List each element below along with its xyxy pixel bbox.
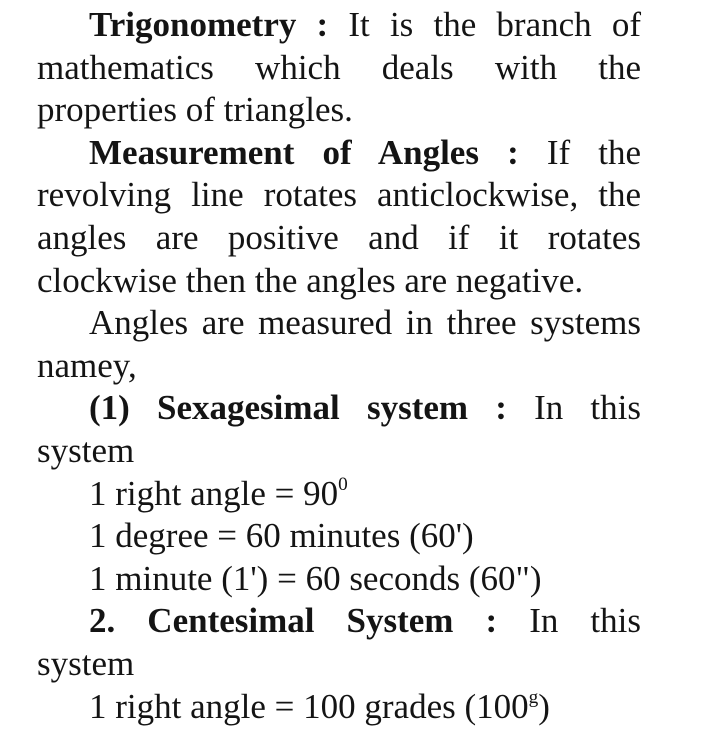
measurement-separator: : — [507, 132, 519, 172]
systems-intro-line-1: Angles are measured in three systems — [89, 303, 641, 343]
centesimal-eq-1-text: 1 right angle = 100 grades (100 — [89, 686, 529, 726]
textbook-page — [37, 4, 641, 728]
measurement-term: Measurement of Angles — [89, 132, 479, 172]
centesimal-heading-text: In this — [529, 601, 641, 641]
sexagesimal-eq-1-text: 1 right angle = 90 — [89, 473, 339, 513]
trig-line-2: mathematics which deals with the — [37, 47, 641, 87]
measurement-line-1 — [37, 132, 641, 175]
systems-intro-line-2: namey, — [37, 345, 137, 385]
trig-line-1 — [37, 4, 641, 47]
sexagesimal-number: (1) — [89, 388, 130, 428]
sexagesimal-eq-right-angle — [37, 473, 641, 516]
trig-line-1-text: It is the branch of — [348, 5, 641, 44]
sexagesimal-line-2: system — [37, 430, 135, 470]
centesimal-eq-1-close: ) — [538, 686, 550, 726]
centesimal-eq-right-angle — [37, 686, 641, 729]
centesimal-heading — [37, 600, 641, 643]
trig-term: Trigonometry — [89, 5, 297, 44]
trig-line-3: properties of triangles. — [37, 90, 353, 130]
centesimal-line-2: system — [37, 643, 135, 683]
centesimal-number: 2. — [89, 601, 116, 641]
measurement-line-2: revolving line rotates anticlockwise, the — [37, 175, 641, 215]
sexagesimal-eq-minute: 1 minute (1') = 60 seconds (60") — [89, 558, 542, 598]
measurement-line-3: angles are positive and if it rotates — [37, 217, 641, 257]
centesimal-separator: : — [485, 601, 498, 641]
degree-superscript: 0 — [338, 474, 348, 496]
sexagesimal-heading — [37, 387, 641, 430]
measurement-line-1-text: If the — [546, 132, 642, 172]
centesimal-term: Centesimal System — [147, 601, 454, 641]
sexagesimal-term: Sexagesimal system — [157, 388, 469, 428]
measurement-line-4: clockwise then the angles are negative. — [37, 260, 584, 300]
sexagesimal-heading-text: In this — [534, 388, 641, 428]
grade-superscript: g — [528, 687, 539, 709]
sexagesimal-separator: : — [495, 388, 507, 428]
sexagesimal-eq-degree: 1 degree = 60 minutes (60') — [89, 516, 474, 556]
trig-separator: : — [316, 5, 329, 44]
